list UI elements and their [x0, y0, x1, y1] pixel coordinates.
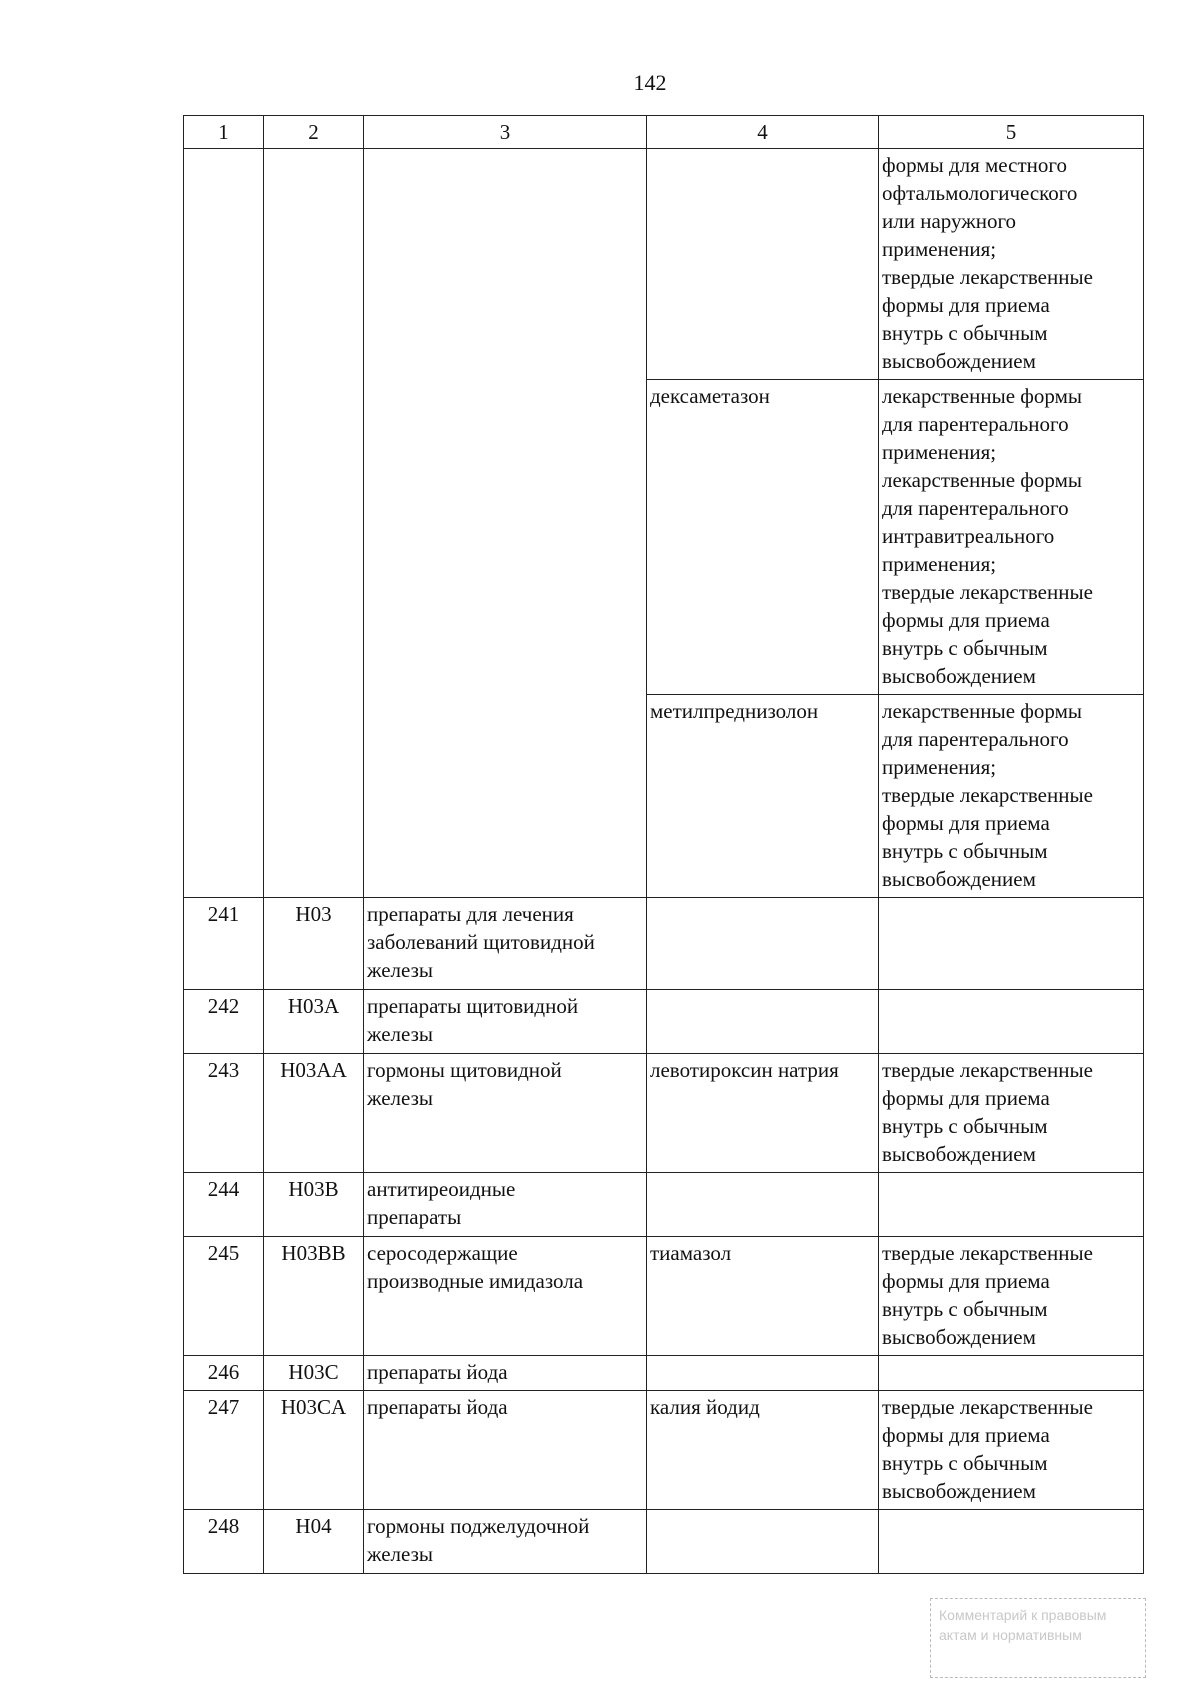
- cell-drug: [647, 1356, 879, 1391]
- cell-group: серосодержащие производные имидазола: [364, 1237, 647, 1356]
- table-row: [184, 1237, 1144, 1356]
- cell-number: 241: [184, 898, 264, 990]
- cell-drug: [647, 149, 879, 380]
- column-number-3: 3: [364, 116, 647, 149]
- cell-code: H03BB: [264, 1237, 364, 1356]
- column-number-2: 2: [264, 116, 364, 149]
- cell-code: H03: [264, 898, 364, 990]
- cell-drug: [647, 1173, 879, 1237]
- table-row: [184, 898, 1144, 990]
- column-number-4: 4: [647, 116, 879, 149]
- cell-drug: [647, 898, 879, 990]
- cell-group: препараты йода: [364, 1356, 647, 1391]
- cell-number: 248: [184, 1510, 264, 1574]
- table-row: [184, 1173, 1144, 1237]
- cell-dosage-forms: [879, 898, 1144, 990]
- page-number: 142: [633, 70, 667, 95]
- cell-dosage-forms: [879, 990, 1144, 1054]
- column-number-5: 5: [879, 116, 1144, 149]
- cell-drug: дексаметазон: [647, 380, 879, 695]
- cell-code: H03A: [264, 990, 364, 1054]
- cell-dosage-forms: формы для местного офтальмологического или наружного применения; твердые лекарственные формы для приема внутрь с обычным высвобождением: [879, 149, 1144, 380]
- cell-dosage-forms: твердые лекарственные формы для приема внутрь с обычным высвобождением: [879, 1054, 1144, 1173]
- cell-group: гормоны поджелудочной железы: [364, 1510, 647, 1574]
- column-number-1: 1: [184, 116, 264, 149]
- table-row: [184, 1356, 1144, 1391]
- column-number-row: [184, 116, 1144, 149]
- cell-dosage-forms: лекарственные формы для парентерального применения; лекарственные формы для парентерального интравитреального применения; твердые лекарственные формы для приема внутрь с обычным высвобождением: [879, 380, 1144, 695]
- drug-list-table: [183, 115, 1144, 1574]
- registration-stamp: [930, 1598, 1146, 1678]
- cell-number: 246: [184, 1356, 264, 1391]
- cell-number: 245: [184, 1237, 264, 1356]
- cell-number: 242: [184, 990, 264, 1054]
- table-row: [184, 1054, 1144, 1173]
- cell-group: [364, 149, 647, 898]
- cell-number: 247: [184, 1391, 264, 1510]
- stamp-line: актам и нормативным: [939, 1627, 1082, 1643]
- cell-dosage-forms: [879, 1356, 1144, 1391]
- cell-dosage-forms: твердые лекарственные формы для приема внутрь с обычным высвобождением: [879, 1237, 1144, 1356]
- cell-code: H03AA: [264, 1054, 364, 1173]
- cell-number: [184, 149, 264, 898]
- cell-drug: левотироксин натрия: [647, 1054, 879, 1173]
- cell-group: препараты щитовидной железы: [364, 990, 647, 1054]
- cell-drug: [647, 1510, 879, 1574]
- cell-group: гормоны щитовидной железы: [364, 1054, 647, 1173]
- stamp-line: Комментарий к правовым: [939, 1607, 1107, 1623]
- table-row: [184, 990, 1144, 1054]
- cell-drug: тиамазол: [647, 1237, 879, 1356]
- table-row: [184, 1391, 1144, 1510]
- cell-number: 244: [184, 1173, 264, 1237]
- cell-drug: метилпреднизолон: [647, 695, 879, 898]
- cell-group: антитиреоидные препараты: [364, 1173, 647, 1237]
- cell-drug: калия йодид: [647, 1391, 879, 1510]
- cell-number: 243: [184, 1054, 264, 1173]
- table-row: [184, 1510, 1144, 1574]
- cell-dosage-forms: лекарственные формы для парентерального применения; твердые лекарственные формы для приема внутрь с обычным высвобождением: [879, 695, 1144, 898]
- cell-dosage-forms: [879, 1173, 1144, 1237]
- cell-dosage-forms: твердые лекарственные формы для приема внутрь с обычным высвобождением: [879, 1391, 1144, 1510]
- table-row: [184, 149, 1144, 380]
- cell-group: препараты йода: [364, 1391, 647, 1510]
- cell-code: [264, 149, 364, 898]
- cell-drug: [647, 990, 879, 1054]
- cell-group: препараты для лечения заболеваний щитовидной железы: [364, 898, 647, 990]
- cell-dosage-forms: [879, 1510, 1144, 1574]
- cell-code: H03B: [264, 1173, 364, 1237]
- cell-code: H03CA: [264, 1391, 364, 1510]
- cell-code: H03C: [264, 1356, 364, 1391]
- cell-code: H04: [264, 1510, 364, 1574]
